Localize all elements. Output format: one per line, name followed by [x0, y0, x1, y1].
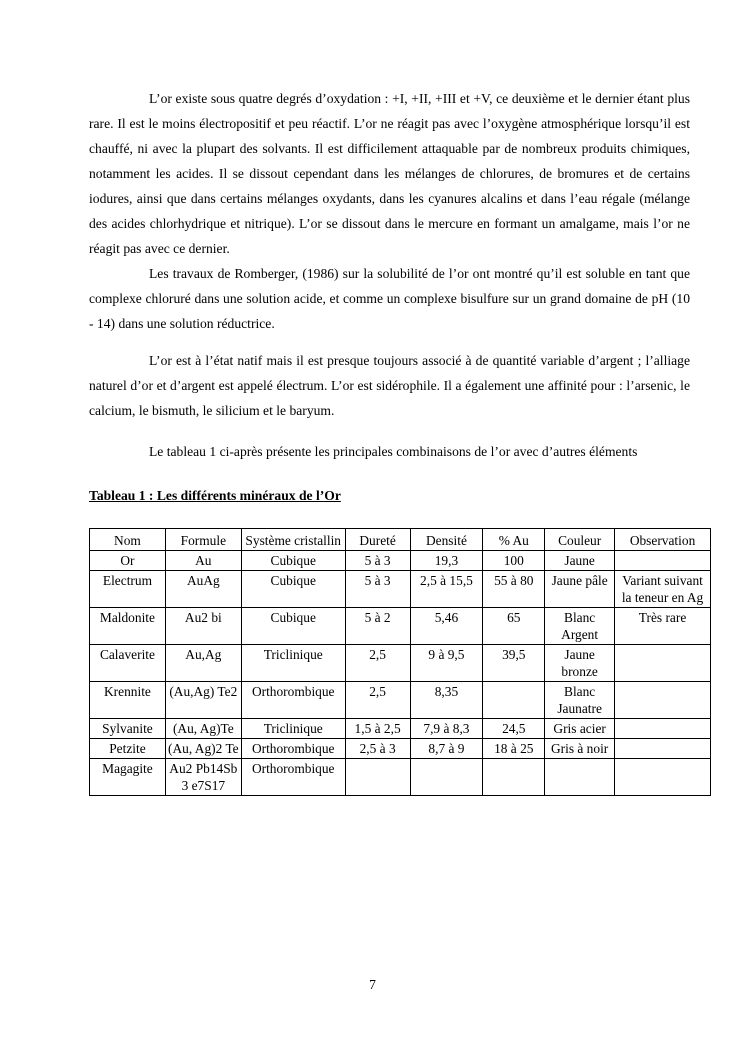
paragraph-romberger: Les travaux de Romberger, (1986) sur la solubilité de l’or ont montré qu’il est soluble en tant que complexe chloruré dans une solution acide, et comme un complexe bisulfure sur un grand domaine de pH (10 - 14) dans une solution réductrice. [89, 266, 690, 331]
cell-systeme: Triclinique [241, 645, 345, 682]
cell-pct-au: 39,5 [483, 645, 545, 682]
cell-densite: 8,35 [410, 682, 483, 719]
table-row [90, 645, 711, 682]
minerals-table [89, 528, 711, 796]
cell-systeme: Orthorombique [241, 739, 345, 759]
table-row [90, 608, 711, 645]
cell-pct-au [483, 759, 545, 796]
cell-densite: 2,5 à 15,5 [410, 571, 483, 608]
cell-observation [615, 759, 711, 796]
cell-nom: Maldonite [90, 608, 166, 645]
cell-nom: Calaverite [90, 645, 166, 682]
cell-couleur: Blanc Argent [545, 608, 615, 645]
cell-durete: 5 à 3 [345, 551, 410, 571]
header-densite: Densité [410, 529, 483, 551]
cell-formule: (Au, Ag)2 Te [165, 739, 241, 759]
header-nom: Nom [90, 529, 166, 551]
cell-observation [615, 682, 711, 719]
table-caption: Tableau 1 : Les différents minéraux de l’Or [89, 488, 341, 503]
cell-durete: 2,5 [345, 645, 410, 682]
cell-observation [615, 551, 711, 571]
cell-formule: (Au,Ag) Te2 [165, 682, 241, 719]
header-pct-au: % Au [483, 529, 545, 551]
cell-formule: Au,Ag [165, 645, 241, 682]
cell-systeme: Cubique [241, 608, 345, 645]
cell-durete: 2,5 à 3 [345, 739, 410, 759]
cell-densite: 8,7 à 9 [410, 739, 483, 759]
cell-nom: Sylvanite [90, 719, 166, 739]
table-row [90, 682, 711, 719]
paragraph-native-gold: L’or est à l’état natif mais il est presque toujours associé à de quantité variable d’argent ; l’alliage naturel d’or et d’argent est appelé électrum. L’or est sidérophile. Il a également une affinité pour : l’arsenic, le calcium, le bismuth, le silicium et le baryum. [89, 353, 690, 418]
cell-systeme: Cubique [241, 551, 345, 571]
cell-pct-au: 65 [483, 608, 545, 645]
cell-nom: Magagite [90, 759, 166, 796]
paragraph-table-intro: Le tableau 1 ci-après présente les principales combinaisons de l’or avec d’autres éléments [149, 444, 638, 459]
cell-couleur: Jaune [545, 551, 615, 571]
document-body [89, 86, 690, 504]
paragraph-oxidation: L’or existe sous quatre degrés d’oxydation : +I, +II, +III et +V, ce deuxième et le dernier étant plus rare. Il est le moins électropositif et peu réactif. L’or ne réagit pas avec l’oxygène atmosphérique lorsqu’il est chauffé, ni avec la plupart des solvants. Il est difficilement attaquable par de nombreux produits chimiques, notamment les acides. Il se dissout cependant dans les mélanges de chlorures, de bromures et de certains iodures, ainsi que dans certains mélanges oxydants, dans les cyanures alcalins et dans l’eau régale (mélange des acides chlorhydrique et nitrique). L’or se dissout dans le mercure en formant un amalgame, mais l’or ne réagit pas avec ce dernier. [89, 91, 690, 256]
cell-nom: Krennite [90, 682, 166, 719]
cell-systeme: Orthorombique [241, 682, 345, 719]
cell-systeme: Orthorombique [241, 759, 345, 796]
cell-nom: Or [90, 551, 166, 571]
cell-systeme: Triclinique [241, 719, 345, 739]
cell-pct-au [483, 682, 545, 719]
header-formule: Formule [165, 529, 241, 551]
cell-observation [615, 739, 711, 759]
header-couleur: Couleur [545, 529, 615, 551]
table-row [90, 571, 711, 608]
cell-nom: Electrum [90, 571, 166, 608]
cell-systeme: Cubique [241, 571, 345, 608]
table-header-row [90, 529, 711, 551]
cell-couleur: Gris acier [545, 719, 615, 739]
cell-observation: Très rare [615, 608, 711, 645]
cell-nom: Petzite [90, 739, 166, 759]
cell-observation [615, 719, 711, 739]
cell-pct-au: 55 à 80 [483, 571, 545, 608]
cell-durete: 5 à 3 [345, 571, 410, 608]
cell-pct-au: 24,5 [483, 719, 545, 739]
cell-durete: 1,5 à 2,5 [345, 719, 410, 739]
cell-couleur: Gris à noir [545, 739, 615, 759]
cell-pct-au: 100 [483, 551, 545, 571]
table-row [90, 551, 711, 571]
page-number: 7 [369, 977, 376, 992]
cell-formule: Au2 bi [165, 608, 241, 645]
cell-durete: 2,5 [345, 682, 410, 719]
header-durete: Dureté [345, 529, 410, 551]
cell-couleur: Blanc Jaunatre [545, 682, 615, 719]
header-systeme: Système cristallin [241, 529, 345, 551]
cell-densite [410, 759, 483, 796]
cell-densite: 5,46 [410, 608, 483, 645]
cell-densite: 7,9 à 8,3 [410, 719, 483, 739]
cell-couleur: Jaune bronze [545, 645, 615, 682]
cell-formule: AuAg [165, 571, 241, 608]
cell-densite: 19,3 [410, 551, 483, 571]
table-row [90, 719, 711, 739]
cell-formule: Au2 Pb14Sb 3 e7S17 [165, 759, 241, 796]
cell-formule: Au [165, 551, 241, 571]
cell-durete: 5 à 2 [345, 608, 410, 645]
cell-formule: (Au, Ag)Te [165, 719, 241, 739]
table-row [90, 759, 711, 796]
cell-observation: Variant suivant la teneur en Ag [615, 571, 711, 608]
cell-couleur [545, 759, 615, 796]
cell-couleur: Jaune pâle [545, 571, 615, 608]
cell-observation [615, 645, 711, 682]
cell-densite: 9 à 9,5 [410, 645, 483, 682]
table-row [90, 739, 711, 759]
cell-durete [345, 759, 410, 796]
header-observation: Observation [615, 529, 711, 551]
cell-pct-au: 18 à 25 [483, 739, 545, 759]
